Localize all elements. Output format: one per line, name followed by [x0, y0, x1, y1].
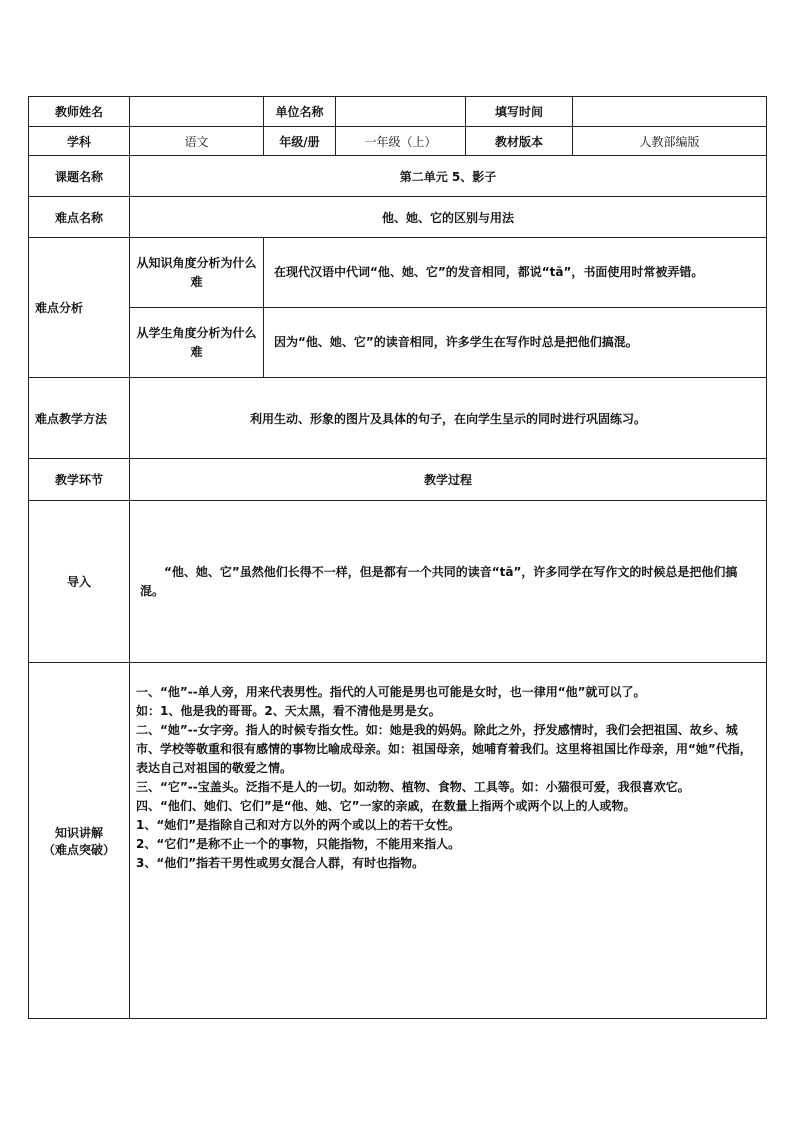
- knowledge-line-3: 二、“她”--女字旁。指人的时候专指女性。如：她是我的妈妈。除此之外，抒发感情时，我们会把祖国、故乡、城市、学校等敬重和很有感情的事物比喻成母亲。如：祖国母亲，她哺育着我们。这里将祖国比作母亲，用“她”代指，表达自己对祖国的敬爱之情。: [136, 723, 752, 775]
- knowledge-angle-label: 从知识角度分析为什么难: [130, 238, 264, 308]
- textbook-label: 教材版本: [466, 127, 573, 156]
- textbook-value: 人教部编版: [573, 127, 767, 156]
- lesson-design-table: [28, 96, 767, 1019]
- knowledge-angle-text: 在现代汉语中代词“他、她、它”的发音相同，都说“tā”，书面使用时常被弄错。: [264, 238, 767, 308]
- student-angle-text: 因为“他、她、它”的读音相同，许多学生在写作时总是把他们搞混。: [264, 308, 767, 378]
- student-angle-label: 从学生角度分析为什么难: [130, 308, 264, 378]
- lesson-row: [29, 156, 767, 197]
- teacher-name-label: 教师姓名: [29, 97, 130, 127]
- knowledge-line-8: 3、“他们”指若干男性或男女混合人群，有时也指物。: [136, 856, 425, 870]
- difficulty-row: [29, 197, 767, 238]
- difficulty-name-value: 他、她、它的区别与用法: [130, 197, 767, 238]
- knowledge-line-5: 四、“他们、她们、它们”是“他、她、它”一家的亲戚，在数量上指两个或两个以上的人或物。: [136, 799, 636, 813]
- knowledge-label-line2: （难点突破）: [42, 842, 115, 857]
- unit-name-label: 单位名称: [264, 97, 336, 127]
- teaching-method-text: 利用生动、形象的图片及具体的句子，在向学生呈示的同时进行巩固练习。: [130, 378, 767, 459]
- lesson-title-label: 课题名称: [29, 156, 130, 197]
- lesson-title-value: 第二单元 5、影子: [130, 156, 767, 197]
- knowledge-line-7: 2、“它们”是称不止一个的事物，只能指物，不能用来指人。: [136, 837, 461, 851]
- difficulty-name-label: 难点名称: [29, 197, 130, 238]
- knowledge-row: [29, 663, 767, 1019]
- process-header-row: [29, 459, 767, 501]
- knowledge-line-2: 如：1、他是我的哥哥。2、天太黑，看不清他是男是女。: [136, 704, 441, 718]
- subject-label: 学科: [29, 127, 130, 156]
- grade-value: 一年级（上）: [336, 127, 466, 156]
- knowledge-label: [29, 663, 130, 1019]
- knowledge-content: [130, 663, 767, 1019]
- header-row: [29, 97, 767, 127]
- student-analysis-row: [29, 308, 767, 378]
- knowledge-label-line1: 知识讲解: [54, 825, 103, 840]
- method-row: [29, 378, 767, 459]
- difficulty-analysis-label: 难点分析: [29, 238, 130, 378]
- intro-text: “他、她、它”虽然他们长得不一样，但是都有一个共同的读音“tā”，许多同学在写作文的时候总是把他们搞混。: [130, 501, 767, 663]
- subject-value: 语文: [130, 127, 264, 156]
- info-row: [29, 127, 767, 156]
- teaching-method-label: 难点教学方法: [29, 378, 130, 459]
- knowledge-analysis-row: [29, 238, 767, 308]
- knowledge-line-1: 一、“他”--单人旁，用来代表男性。指代的人可能是男也可能是女时，也一律用“他”就可以了。: [136, 685, 646, 699]
- grade-label: 年级/册: [264, 127, 336, 156]
- intro-row: [29, 501, 767, 663]
- knowledge-line-4: 三、“它”--宝盖头。泛指不是人的一切。如动物、植物、食物、工具等。如：小猫很可爱，我很喜欢它。: [136, 780, 690, 794]
- teacher-name-field[interactable]: [130, 97, 264, 127]
- fill-time-label: 填写时间: [466, 97, 573, 127]
- intro-label: 导入: [29, 501, 130, 663]
- teaching-stage-label: 教学环节: [29, 459, 130, 501]
- unit-name-field[interactable]: [336, 97, 466, 127]
- knowledge-line-6: 1、“她们”是指除自己和对方以外的两个或以上的若干女性。: [136, 818, 461, 832]
- fill-time-field[interactable]: [573, 97, 767, 127]
- teaching-process-label: 教学过程: [130, 459, 767, 501]
